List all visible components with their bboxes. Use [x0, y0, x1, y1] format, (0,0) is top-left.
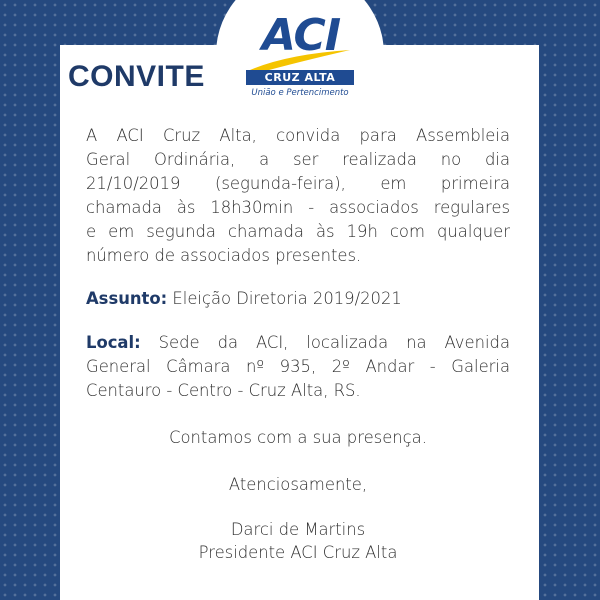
local-paragraph — [86, 331, 510, 403]
signer-name: Darci de Martins — [230, 520, 366, 539]
paragraph-line: e em segunda chamada às 19h com qualquer — [86, 222, 510, 241]
closing-text: Contamos com a sua presença. — [169, 428, 427, 447]
local-line: Centauro - Centro - Cruz Alta, RS. — [86, 381, 361, 400]
aci-logo — [246, 8, 356, 108]
paragraph-line: número de associados presentes. — [86, 246, 362, 265]
page-title: CONVITE — [68, 60, 205, 93]
signer-title: Presidente ACI Cruz Alta — [198, 543, 398, 562]
paragraph-line: 21/10/2019 (segunda-feira), em primeira — [86, 174, 510, 193]
regards-text: Atenciosamente, — [228, 475, 368, 494]
logo-wordmark: ACI — [261, 10, 341, 61]
paragraph-line: A ACI Cruz Alta, convida para Assembleia — [86, 126, 510, 145]
local-line: General Câmara nº 935, 2º Andar - Galeria — [86, 357, 510, 376]
assunto-row — [86, 287, 510, 311]
logo-band: CRUZ ALTA — [246, 70, 354, 85]
assunto-label: Assunto: — [86, 289, 168, 308]
paragraph-line: chamada às 18h30min - associados regulares — [86, 198, 510, 217]
logo-tagline: União e Pertencimento — [251, 88, 349, 98]
invitation-paragraph — [86, 124, 510, 268]
paragraph-line: Geral Ordinária, a ser realizada no dia — [86, 150, 510, 169]
local-line: Sede da ACI, localizada na Avenida — [140, 333, 510, 352]
local-label: Local: — [86, 333, 141, 352]
assunto-value: Eleição Diretoria 2019/2021 — [172, 289, 402, 308]
